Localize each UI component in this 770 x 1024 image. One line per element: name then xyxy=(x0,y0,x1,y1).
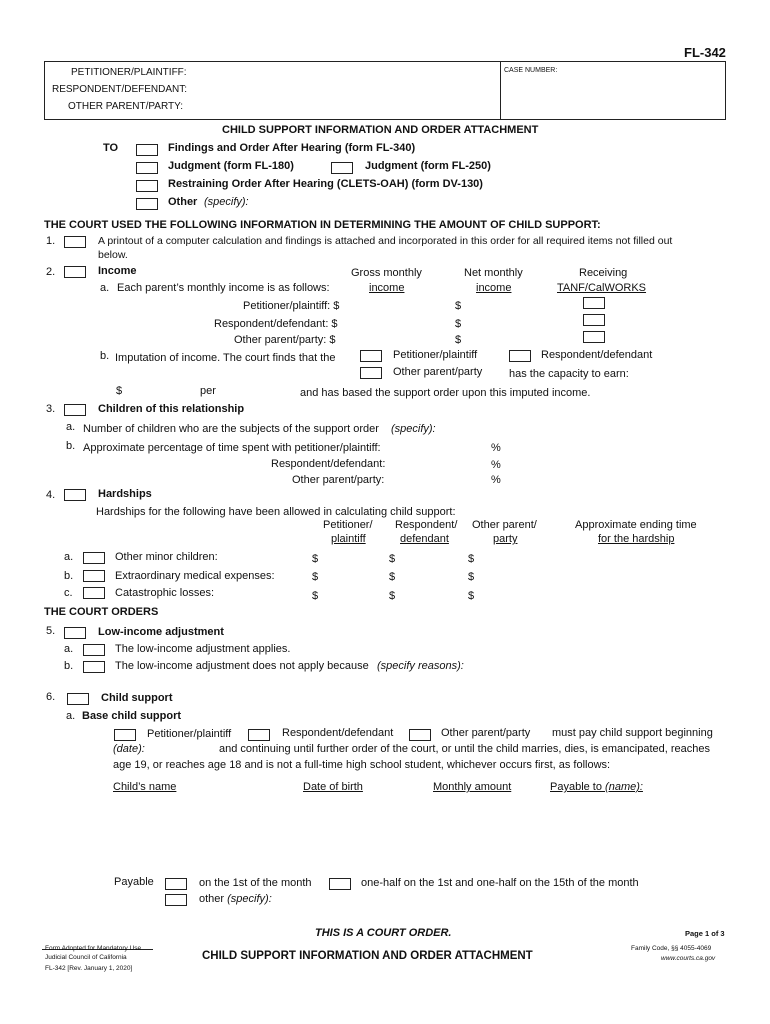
item4b-label: b. xyxy=(64,570,74,582)
item4c-pet-dollar: $ xyxy=(312,590,319,602)
to-fl180-checkbox[interactable] xyxy=(136,162,158,174)
to-fl180-label: Judgment (form FL-180) xyxy=(168,160,294,172)
to-fl250-checkbox[interactable] xyxy=(331,162,353,174)
to-dv130-label: Restraining Order After Hearing (CLETS-OAH) (form DV-130) xyxy=(168,178,483,190)
support-other-checkbox[interactable] xyxy=(409,729,431,741)
footer-adopted-2: Judicial Council of California xyxy=(45,954,127,961)
item5-title: Low-income adjustment xyxy=(98,626,224,638)
item1-num: 1. xyxy=(46,235,56,247)
support-must-pay: must pay child support beginning xyxy=(552,727,713,739)
impute-resp-label: Respondent/defendant xyxy=(541,349,653,361)
col-tanf-1: Receiving xyxy=(579,267,628,279)
item3-num: 3. xyxy=(46,403,56,415)
form-number: FL-342 xyxy=(684,45,726,60)
hardship-col-resp-2: defendant xyxy=(400,533,449,545)
payable-other-checkbox[interactable] xyxy=(165,894,187,906)
tanf-resp-checkbox[interactable] xyxy=(583,314,605,326)
payable-half-checkbox[interactable] xyxy=(329,878,351,890)
item3-checkbox[interactable] xyxy=(64,404,86,416)
item4c-checkbox[interactable] xyxy=(83,587,105,599)
item1-text-line1: A printout of a computer calculation and findings is attached and incorporated in this order for all required items not filled out xyxy=(98,235,673,247)
hardship-col-end-2: for the hardship xyxy=(598,533,675,545)
item4a-text: Other minor children: xyxy=(115,551,218,563)
hardship-col-other-2: party xyxy=(493,533,518,545)
item4b-text: Extraordinary medical expenses: xyxy=(115,570,275,582)
petitioner-label: PETITIONER/PLAINTIFF: xyxy=(71,67,187,78)
col-gross-1: Gross monthly xyxy=(351,267,422,279)
child-support-table-area[interactable] xyxy=(113,798,723,868)
other-party-label: OTHER PARENT/PARTY: xyxy=(68,101,184,112)
item3a-specify: (specify): xyxy=(391,423,436,435)
item2-title: Income xyxy=(98,265,137,277)
payable-label: Payable xyxy=(114,876,154,888)
support-resp-checkbox[interactable] xyxy=(248,729,270,741)
to-other-checkbox[interactable] xyxy=(136,198,158,210)
col-net-1: Net monthly xyxy=(464,267,523,279)
income-row-other: Other parent/party: $ xyxy=(234,334,336,346)
income-row-resp: Respondent/defendant: $ xyxy=(214,318,338,330)
item3b-pct-other: % xyxy=(491,474,501,486)
col-payable-to xyxy=(550,781,643,793)
footer-web: www.courts.ca.gov xyxy=(661,955,716,962)
item4-checkbox[interactable] xyxy=(64,489,86,501)
income-net-resp-dollar: $ xyxy=(455,318,462,330)
impute-pet-checkbox[interactable] xyxy=(360,350,382,362)
item5b-text: The low-income adjustment does not apply because xyxy=(115,660,369,672)
item4b-pet-dollar: $ xyxy=(312,571,319,583)
impute-other-label: Other parent/party xyxy=(393,366,483,378)
impute-dollar: $ xyxy=(116,385,123,397)
impute-pet-label: Petitioner/plaintiff xyxy=(393,349,478,361)
support-other-label: Other parent/party xyxy=(441,727,531,739)
item4b-resp-dollar: $ xyxy=(389,571,396,583)
hardship-col-other-1: Other parent/ xyxy=(472,519,537,531)
item3a-label: a. xyxy=(66,421,76,433)
case-number-label: CASE NUMBER: xyxy=(504,67,558,74)
item6a-label: a. xyxy=(66,710,76,722)
to-other-label: Other xyxy=(168,196,198,208)
col-net-2: income xyxy=(476,282,512,294)
to-fl340-label: Findings and Order After Hearing (form FL-340) xyxy=(168,142,416,154)
item4-intro: Hardships for the following have been allowed in calculating child support: xyxy=(96,506,456,518)
hardship-col-resp-1: Respondent/ xyxy=(395,519,458,531)
support-continuing: and continuing until further order of the court, or until the child marries, dies, is emancipated, reaches xyxy=(219,743,710,755)
income-net-pet-dollar: $ xyxy=(455,300,462,312)
item2b-label: b. xyxy=(100,350,110,362)
impute-capacity-text: has the capacity to earn: xyxy=(509,368,629,380)
item4a-resp-dollar: $ xyxy=(389,553,396,565)
item5a-text: The low-income adjustment applies. xyxy=(115,643,291,655)
impute-per: per xyxy=(200,385,216,397)
hardship-col-pet-1: Petitioner/ xyxy=(323,519,373,531)
support-pet-label: Petitioner/plaintiff xyxy=(147,728,232,740)
payable-other-text: other xyxy=(199,893,225,905)
item3b-pct-resp: % xyxy=(491,459,501,471)
impute-other-checkbox[interactable] xyxy=(360,367,382,379)
item4a-pet-dollar: $ xyxy=(312,553,319,565)
item5a-label: a. xyxy=(64,643,74,655)
tanf-pet-checkbox[interactable] xyxy=(583,297,605,309)
item4c-label: c. xyxy=(64,587,73,599)
hardship-col-end-1: Approximate ending time xyxy=(575,519,697,531)
item3b-label: b. xyxy=(66,440,76,452)
support-age-line: age 19, or reaches age 18 and is not a full-time high school student, whichever occurs first, as follows: xyxy=(113,759,611,771)
item2-checkbox[interactable] xyxy=(64,266,86,278)
impute-resp-checkbox[interactable] xyxy=(509,350,531,362)
payable-first-label: on the 1st of the month xyxy=(199,877,312,889)
to-fl250-label: Judgment (form FL-250) xyxy=(365,160,491,172)
item3-title: Children of this relationship xyxy=(98,403,245,415)
footer-title: CHILD SUPPORT INFORMATION AND ORDER ATTACHMENT xyxy=(202,950,533,962)
col-gross-2: income xyxy=(369,282,405,294)
to-dv130-checkbox[interactable] xyxy=(136,180,158,192)
col-payable-to-label: Payable to xyxy=(550,781,602,793)
item1-text-line2: below. xyxy=(98,249,128,261)
to-fl340-checkbox[interactable] xyxy=(136,144,158,156)
col-child-name: Child’s name xyxy=(113,781,177,793)
payable-other-specify: (specify): xyxy=(227,893,272,905)
item3b-text: Approximate percentage of time spent with petitioner/plaintiff: xyxy=(83,442,381,454)
court-order-notice: THIS IS A COURT ORDER. xyxy=(315,927,452,939)
item4a-label: a. xyxy=(64,551,74,563)
item6a-title: Base child support xyxy=(82,710,182,722)
footer-adopted-1: Form Adopted for Mandatory Use xyxy=(45,945,142,952)
item4a-checkbox[interactable] xyxy=(83,552,105,564)
item4b-checkbox[interactable] xyxy=(83,570,105,582)
payable-half-label: one-half on the 1st and one-half on the 15th of the month xyxy=(361,877,639,889)
page-number: Page 1 of 3 xyxy=(685,929,725,938)
item5b-label: b. xyxy=(64,660,74,672)
court-orders-heading: THE COURT ORDERS xyxy=(44,606,159,618)
item3b-resp: Respondent/defendant: xyxy=(271,458,386,470)
col-tanf-2: TANF/CalWORKS xyxy=(557,282,647,294)
to-other-specify: (specify): xyxy=(204,196,249,208)
item4c-resp-dollar: $ xyxy=(389,590,396,602)
item6-checkbox[interactable] xyxy=(67,693,89,705)
party-names-field[interactable] xyxy=(195,65,450,115)
item6-num: 6. xyxy=(46,691,56,703)
footer-code: Family Code, §§ 4055-4069 xyxy=(631,945,712,952)
support-date-field[interactable] xyxy=(175,741,215,753)
item5a-checkbox[interactable] xyxy=(83,644,105,656)
item4b-other-dollar: $ xyxy=(468,571,475,583)
item3b-other: Other parent/party: xyxy=(292,474,385,486)
hardship-col-pet-2: plaintiff xyxy=(331,533,366,545)
item2a-label: a. xyxy=(100,282,110,294)
form-title: CHILD SUPPORT INFORMATION AND ORDER ATTACHMENT xyxy=(222,124,539,136)
footer-adopted-3: FL-342 [Rev. January 1, 2020] xyxy=(45,965,133,972)
item1-checkbox[interactable] xyxy=(64,236,86,248)
item6-title: Child support xyxy=(101,692,173,704)
col-payable-to-name: (name): xyxy=(605,781,643,793)
support-resp-label: Respondent/defendant xyxy=(282,727,394,739)
to-label: TO xyxy=(103,142,119,154)
impute-based-text: and has based the support order upon this imputed income. xyxy=(300,387,591,399)
income-row-pet: Petitioner/plaintiff: $ xyxy=(243,300,340,312)
payable-other-label xyxy=(199,893,272,905)
court-used-heading: THE COURT USED THE FOLLOWING INFORMATION IN DETERMINING THE AMOUNT OF CHILD SUPPORT: xyxy=(44,219,601,231)
item2a-text: Each parent’s monthly income is as follows: xyxy=(117,282,330,294)
payable-first-checkbox[interactable] xyxy=(165,878,187,890)
item4a-other-dollar: $ xyxy=(468,553,475,565)
item5b-specify: (specify reasons): xyxy=(377,660,464,672)
support-pet-checkbox[interactable] xyxy=(114,729,136,741)
item2-num: 2. xyxy=(46,266,56,278)
tanf-other-checkbox[interactable] xyxy=(583,331,605,343)
item4c-text: Catastrophic losses: xyxy=(115,587,215,599)
item5-num: 5. xyxy=(46,625,56,637)
case-number-field[interactable] xyxy=(570,65,720,115)
item3b-pct-pet: % xyxy=(491,442,501,454)
item5-checkbox[interactable] xyxy=(64,627,86,639)
item4-title: Hardships xyxy=(98,488,152,500)
item4c-other-dollar: $ xyxy=(468,590,475,602)
item4-num: 4. xyxy=(46,489,56,501)
respondent-label: RESPONDENT/DEFENDANT: xyxy=(52,84,188,95)
item3a-text: Number of children who are the subjects of the support order xyxy=(83,423,379,435)
support-date-label: (date): xyxy=(113,743,145,755)
item5b-checkbox[interactable] xyxy=(83,661,105,673)
col-dob: Date of birth xyxy=(303,781,363,793)
income-net-other-dollar: $ xyxy=(455,334,462,346)
caption-divider xyxy=(500,62,501,119)
item2b-text: Imputation of income. The court finds that the xyxy=(115,352,336,364)
col-monthly-amount: Monthly amount xyxy=(433,781,512,793)
